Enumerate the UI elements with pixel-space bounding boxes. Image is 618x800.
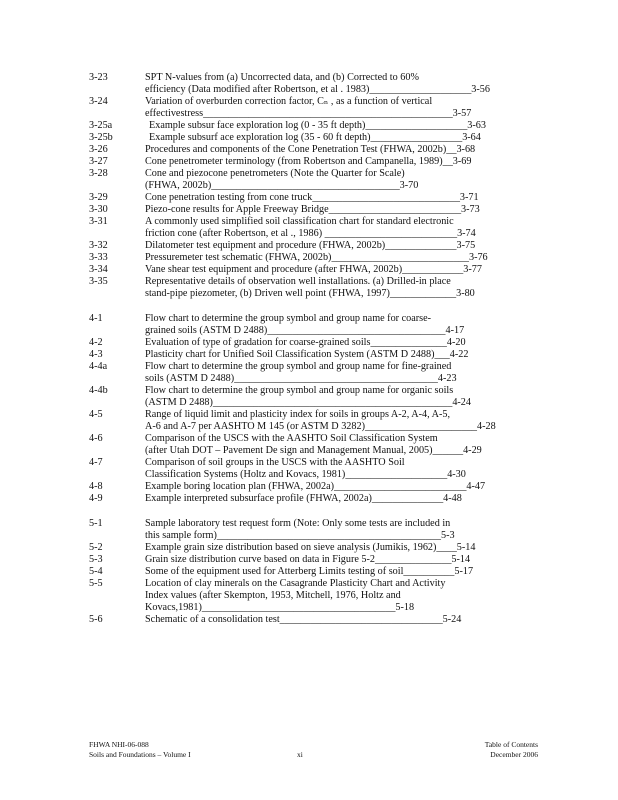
- figure-entry: [89, 168, 529, 192]
- figure-entry: [89, 409, 529, 433]
- caption-line: Example interpreted subsurface profile (FHWA, 2002a)______________4-48: [145, 493, 462, 504]
- caption-line: Piezo-cone results for Apple Freeway Bridge__________________________3-73: [145, 204, 480, 215]
- figure-entry: [89, 385, 529, 409]
- caption-line: Flow chart to determine the group symbol and group name for coarse-: [145, 313, 432, 324]
- figure-caption: [145, 337, 529, 349]
- list-of-figures: [89, 72, 529, 626]
- figure-caption: [145, 361, 529, 385]
- caption-line: this sample form)____________________________________________5-3: [145, 530, 455, 541]
- figure-number: 5-5: [89, 578, 103, 589]
- figure-caption: [145, 168, 529, 192]
- figure-number: 4-1: [89, 313, 103, 324]
- caption-line: Kovacs,1981)______________________________________5-18: [145, 602, 415, 613]
- caption-line: Comparison of soil groups in the USCS with the AASHTO Soil: [145, 457, 405, 468]
- caption-line: Representative details of observation well installations. (a) Drilled-in place: [145, 276, 451, 287]
- figure-number: 3-28: [89, 168, 108, 179]
- figure-caption: [145, 96, 529, 120]
- figure-caption: [149, 132, 529, 144]
- caption-line: Comparison of the USCS with the AASHTO Soil Classification System: [145, 433, 438, 444]
- footer-report-number: FHWA NHI-06-088: [89, 740, 149, 749]
- figure-number: 3-34: [89, 264, 108, 275]
- figure-caption: [145, 204, 529, 216]
- figure-number: 3-29: [89, 192, 108, 203]
- caption-line: Cone and piezocone penetrometers (Note the Quarter for Scale): [145, 168, 405, 179]
- figure-entry: [89, 156, 529, 168]
- caption-line: Sample laboratory test request form (Note: Only some tests are included in: [145, 518, 451, 529]
- caption-line: Schematic of a consolidation test________________________________5-24: [145, 614, 462, 625]
- figure-entry: [89, 96, 529, 120]
- caption-line: (ASTM D 2488)_______________________________________________4-24: [145, 397, 471, 408]
- caption-line: Variation of overburden correction factor, Cₙ , as a function of vertical: [145, 96, 433, 107]
- figure-number: 4-9: [89, 493, 103, 504]
- caption-line: (after Utah DOT – Pavement De sign and Management Manual, 2005)______4-29: [145, 445, 482, 456]
- figure-number: 3-30: [89, 204, 108, 215]
- figure-number: 4-6: [89, 433, 103, 444]
- figure-number: 3-25b: [89, 132, 113, 143]
- figure-entry: [89, 144, 529, 156]
- footer-date: December 2006: [490, 750, 538, 759]
- caption-line: Plasticity chart for Unified Soil Classification System (ASTM D 2488)___4-22: [145, 349, 469, 360]
- figure-number: 4-3: [89, 349, 103, 360]
- figure-caption: [145, 276, 529, 300]
- caption-line: Evaluation of type of gradation for coarse-grained soils_______________4-20: [145, 337, 466, 348]
- section-gap: [89, 300, 529, 313]
- figure-entry: [89, 361, 529, 385]
- figure-caption: [145, 614, 529, 626]
- figure-number: 4-2: [89, 337, 103, 348]
- figure-caption: [145, 72, 529, 96]
- footer-right: [470, 740, 538, 760]
- figure-entry: [89, 614, 529, 626]
- figure-number: 3-35: [89, 276, 108, 287]
- figure-caption: [145, 192, 529, 204]
- caption-line: Classification Systems (Holtz and Kovacs, 1981)____________________4-30: [145, 469, 466, 480]
- figure-number: 5-2: [89, 542, 103, 553]
- caption-line: friction cone (after Robertson, et al ., 1986) __________________________3-74: [145, 228, 476, 239]
- caption-line: grained soils (ASTM D 2488)___________________________________4-17: [145, 325, 465, 336]
- figure-entry: [89, 518, 529, 542]
- figure-entry: [89, 481, 529, 493]
- caption-line: A-6 and A-7 per AASHTO M 145 (or ASTM D 3282)______________________4-28: [145, 421, 496, 432]
- figure-number: 5-6: [89, 614, 103, 625]
- figure-entry: [89, 120, 529, 132]
- caption-line: Vane shear test equipment and procedure (after FHWA, 2002b)____________3-77: [145, 264, 482, 275]
- figure-number: 4-5: [89, 409, 103, 420]
- figure-number: 3-24: [89, 96, 108, 107]
- figure-number: 3-26: [89, 144, 108, 155]
- footer-left: [89, 740, 191, 760]
- figure-caption: [145, 385, 529, 409]
- figure-entry: [89, 493, 529, 505]
- caption-line: Example subsur face exploration log (0 - 35 ft depth)____________________3-63: [149, 120, 486, 131]
- figure-entry: [89, 566, 529, 578]
- figure-caption: [145, 518, 529, 542]
- figure-entry: [89, 276, 529, 300]
- figure-entry: [89, 313, 529, 337]
- caption-line: Dilatometer test equipment and procedure (FHWA, 2002b)______________3-75: [145, 240, 476, 251]
- figure-caption: [145, 433, 529, 457]
- figure-entry: [89, 457, 529, 481]
- caption-line: Pressuremeter test schematic (FHWA, 2002b)___________________________3-76: [145, 252, 488, 263]
- figure-caption: [145, 481, 529, 493]
- figure-entry: [89, 264, 529, 276]
- figure-caption: [145, 457, 529, 481]
- figure-entry: [89, 240, 529, 252]
- figure-number: 5-4: [89, 566, 103, 577]
- figure-number: 5-3: [89, 554, 103, 565]
- figure-number: 4-4a: [89, 361, 108, 372]
- figure-number: 5-1: [89, 518, 103, 529]
- figure-entry: [89, 554, 529, 566]
- figure-caption: [145, 578, 529, 614]
- figure-number: 4-7: [89, 457, 103, 468]
- figure-caption: [145, 349, 529, 361]
- caption-line: Example grain size distribution based on sieve analysis (Jumikis, 1962)____5-14: [145, 542, 476, 553]
- section-gap: [89, 505, 529, 518]
- figure-caption: [145, 493, 529, 505]
- caption-line: soils (ASTM D 2488)________________________________________4-23: [145, 373, 457, 384]
- caption-line: Location of clay minerals on the Casagrande Plasticity Chart and Activity: [145, 578, 446, 589]
- figure-caption: [149, 120, 529, 132]
- figure-number: 3-31: [89, 216, 108, 227]
- figure-entry: [89, 542, 529, 554]
- figure-number: 3-25a: [89, 120, 113, 131]
- figure-number: 3-27: [89, 156, 108, 167]
- footer-report-title: Soils and Foundations – Volume I: [89, 750, 191, 759]
- figure-caption: [145, 313, 529, 337]
- caption-line: Example subsurf ace exploration log (35 - 60 ft depth)__________________3-64: [149, 132, 481, 143]
- figure-entry: [89, 72, 529, 96]
- caption-line: Cone penetrometer terminology (from Robertson and Campanella, 1989)__3-69: [145, 156, 472, 167]
- caption-line: Example boring location plan (FHWA, 2002a)__________________________4-47: [145, 481, 486, 492]
- footer-section-title: Table of Contents: [484, 740, 538, 749]
- figure-caption: [145, 542, 529, 554]
- figure-number: 4-8: [89, 481, 103, 492]
- page-number: xi: [297, 750, 303, 759]
- figure-entry: [89, 132, 529, 144]
- caption-line: Some of the equipment used for Atterberg Limits testing of soil__________5-17: [145, 566, 474, 577]
- figure-caption: [145, 216, 529, 240]
- figure-caption: [145, 264, 529, 276]
- caption-line: Flow chart to determine the group symbol and group name for fine-grained: [145, 361, 452, 372]
- figure-entry: [89, 337, 529, 349]
- figure-caption: [145, 554, 529, 566]
- caption-line: Procedures and components of the Cone Penetration Test (FHWA, 2002b)__3-68: [145, 144, 476, 155]
- caption-line: stand-pipe piezometer, (b) Driven well point (FHWA, 1997)_____________3-80: [145, 288, 475, 299]
- figure-caption: [145, 144, 529, 156]
- figure-caption: [145, 409, 529, 433]
- figure-entry: [89, 578, 529, 614]
- caption-line: Range of liquid limit and plasticity index for soils in groups A-2, A-4, A-5,: [145, 409, 451, 420]
- figure-entry: [89, 433, 529, 457]
- figure-entry: [89, 204, 529, 216]
- caption-line: (FHWA, 2002b)_____________________________________3-70: [145, 180, 419, 191]
- caption-line: effectivestress_________________________________________________3-57: [145, 108, 472, 119]
- caption-line: Index values (after Skempton, 1953, Mitchell, 1976, Holtz and: [145, 590, 401, 601]
- figure-caption: [145, 252, 529, 264]
- figure-entry: [89, 349, 529, 361]
- figure-caption: [145, 156, 529, 168]
- caption-line: Cone penetration testing from cone truck_____________________________3-71: [145, 192, 479, 203]
- caption-line: SPT N-values from (a) Uncorrected data, and (b) Corrected to 60%: [145, 72, 419, 83]
- caption-line: efficiency (Data modified after Robertson, et al . 1983)____________________3-56: [145, 84, 490, 95]
- figure-number: 3-23: [89, 72, 108, 83]
- figure-caption: [145, 240, 529, 252]
- figure-entry: [89, 252, 529, 264]
- caption-line: Grain size distribution curve based on data in Figure 5-2_______________5-14: [145, 554, 471, 565]
- figure-entry: [89, 216, 529, 240]
- figure-entry: [89, 192, 529, 204]
- figure-number: 3-33: [89, 252, 108, 263]
- figure-number: 3-32: [89, 240, 108, 251]
- figure-caption: [145, 566, 529, 578]
- caption-line: A commonly used simplified soil classification chart for standard electronic: [145, 216, 454, 227]
- figure-number: 4-4b: [89, 385, 108, 396]
- caption-line: Flow chart to determine the group symbol and group name for organic soils: [145, 385, 454, 396]
